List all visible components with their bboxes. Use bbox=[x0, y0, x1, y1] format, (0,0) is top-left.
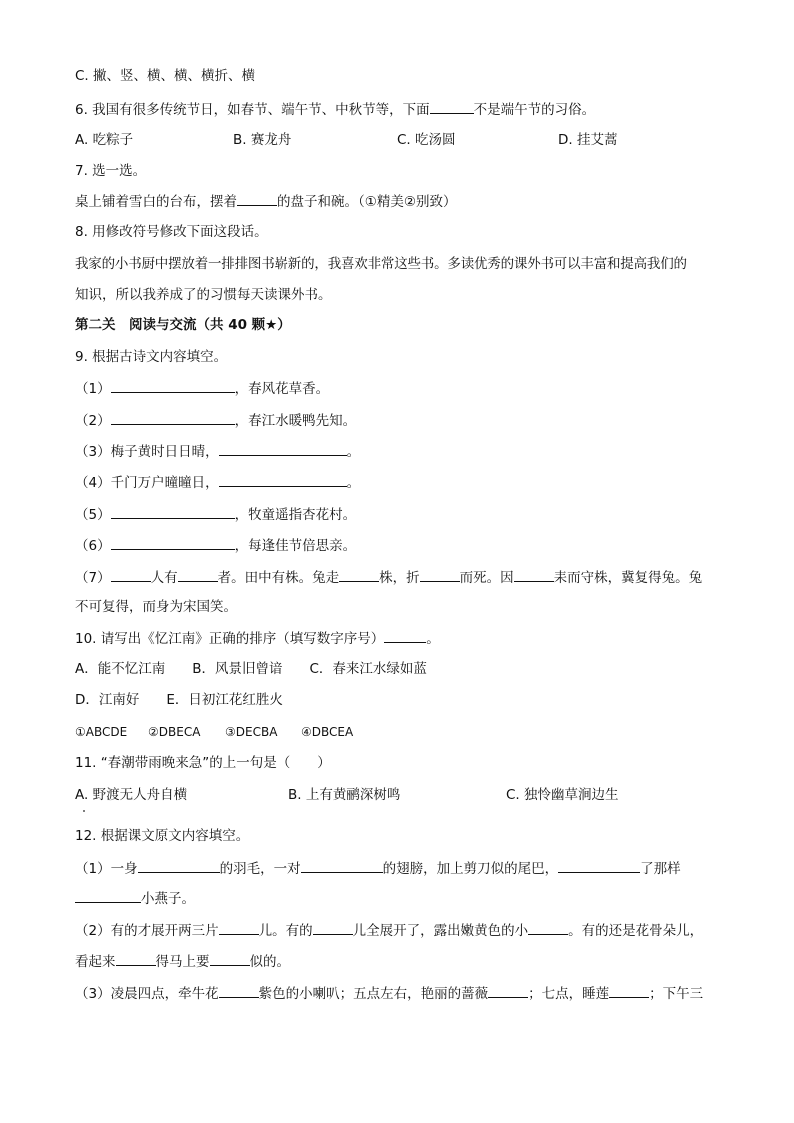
q9-item-6: （6） ，每逢佳节倍思亲。 bbox=[75, 535, 734, 556]
q12-p3-line1: （3）凌晨四点，牵牛花 紫色的小喇叭；五点左右，艳丽的蔷薇 ；七点，睡莲 ；下午三 bbox=[75, 983, 734, 1004]
q12-p2-line1: （2）有的才展开两三片 儿。有的 儿全展开了，露出嫩黄色的小 。有的还是花骨朵儿， bbox=[75, 920, 734, 941]
q10-choice-4[interactable]: ④DBCEA bbox=[301, 725, 354, 739]
answer-blank[interactable] bbox=[219, 983, 259, 998]
answer-blank[interactable] bbox=[138, 858, 220, 873]
answer-blank[interactable] bbox=[514, 567, 554, 582]
answer-blank[interactable] bbox=[75, 888, 141, 903]
answer-blank[interactable] bbox=[384, 628, 426, 643]
q11-option-b[interactable]: B. 上有黄鹂深树鸣 bbox=[288, 787, 401, 803]
q7-sentence bbox=[75, 191, 734, 212]
answer-blank[interactable] bbox=[111, 410, 235, 425]
q11-option-c[interactable]: C. 独怜幽草涧边生 bbox=[506, 787, 619, 803]
q6-option-b[interactable]: B. 赛龙舟 bbox=[233, 132, 292, 148]
answer-blank[interactable] bbox=[111, 378, 235, 393]
answer-blank[interactable] bbox=[219, 920, 259, 935]
q10-lines-abc: A．能不忆江南 B．风景旧曾谙 C．春来江水绿如蓝 bbox=[75, 661, 427, 677]
answer-blank[interactable] bbox=[111, 504, 235, 519]
answer-blank[interactable] bbox=[488, 983, 528, 998]
q12-p1-line2: 小燕子。 bbox=[75, 888, 734, 909]
answer-blank[interactable] bbox=[301, 858, 383, 873]
q8-title: 8. 用修改符号修改下面这段话。 bbox=[75, 224, 268, 240]
q11-question: 11. “春潮带雨晚来急”的上一句是（ ） bbox=[75, 755, 331, 771]
answer-blank[interactable] bbox=[111, 567, 151, 582]
q10-question: 10. 请写出《忆江南》正确的排序（填写数字序号） 。 bbox=[75, 628, 734, 649]
q7-text-before: 桌上铺着雪白的台布，摆着 bbox=[75, 194, 237, 210]
q8-paragraph-line2: 知识，所以我养成了的习惯每天读课外书。 bbox=[75, 287, 332, 303]
q9-item-4: （4）千门万户曈曈日， 。 bbox=[75, 472, 734, 493]
answer-blank[interactable] bbox=[609, 983, 649, 998]
q6-text-after: 不是端午节的习俗。 bbox=[473, 102, 596, 118]
q8-paragraph-line1: 我家的小书厨中摆放着一排排图书崭新的，我喜欢非常这些书。多读优秀的课外书可以丰富和提高我们的 bbox=[75, 256, 687, 272]
q6-option-d[interactable]: D. 挂艾蒿 bbox=[558, 132, 618, 148]
section-heading: 第二关 阅读与交流（共 40 颗★） bbox=[75, 317, 291, 333]
answer-blank[interactable] bbox=[111, 535, 235, 550]
answer-blank[interactable] bbox=[210, 951, 250, 966]
answer-blank[interactable] bbox=[430, 99, 474, 114]
answer-blank[interactable] bbox=[178, 567, 218, 582]
q9-title: 9. 根据古诗文内容填空。 bbox=[75, 349, 228, 365]
q11-option-a[interactable]: A. 野渡无人舟自横 bbox=[75, 787, 188, 803]
stray-dot bbox=[83, 810, 85, 812]
answer-blank[interactable] bbox=[558, 858, 640, 873]
answer-blank[interactable] bbox=[237, 191, 277, 206]
q6-option-a[interactable]: A. 吃粽子 bbox=[75, 132, 134, 148]
q9-item-3: （3）梅子黄时日日晴， 。 bbox=[75, 441, 734, 462]
q6-text-before: 6. 我国有很多传统节日，如春节、端午节、中秋节等，下面 bbox=[75, 102, 430, 118]
q10-choice-2[interactable]: ②DBECA bbox=[148, 725, 201, 739]
q9-item-2: （2） ，春江水暖鸭先知。 bbox=[75, 410, 734, 431]
q9-item-1: （1） ，春风花草香。 bbox=[75, 378, 734, 399]
q12-p2-line2: 看起来 得马上要 似的。 bbox=[75, 951, 734, 972]
q10-choice-1[interactable]: ①ABCDE bbox=[75, 725, 128, 739]
q9-item-5: （5） ，牧童遥指杏花村。 bbox=[75, 504, 734, 525]
q10-lines-de: D．江南好 E．日初江花红胜火 bbox=[75, 692, 283, 708]
answer-blank[interactable] bbox=[313, 920, 353, 935]
answer-blank[interactable] bbox=[219, 441, 347, 456]
q6-option-c[interactable]: C. 吃汤圆 bbox=[397, 132, 456, 148]
q7-title: 7. 选一选。 bbox=[75, 163, 147, 179]
q10-choice-3[interactable]: ③DECBA bbox=[225, 725, 278, 739]
q9-item-7-line2: 不可复得，而身为宋国笑。 bbox=[75, 599, 237, 615]
q9-item-7: （7） 人有 者。田中有株。兔走 株，折 而死。因 耒而守株，冀复得兔。兔 bbox=[75, 567, 734, 588]
q12-p1-line1: （1）一身 的羽毛，一对 的翅膀，加上剪刀似的尾巴， 了那样 bbox=[75, 858, 734, 879]
answer-blank[interactable] bbox=[116, 951, 156, 966]
answer-blank[interactable] bbox=[219, 472, 347, 487]
q5-option-c: C. 撇、竖、横、横、横折、横 bbox=[75, 68, 256, 84]
answer-blank[interactable] bbox=[339, 567, 379, 582]
q12-title: 12. 根据课文原文内容填空。 bbox=[75, 828, 250, 844]
answer-blank[interactable] bbox=[528, 920, 568, 935]
q7-text-after: 的盘子和碗。（①精美②别致） bbox=[277, 194, 457, 210]
q6-question bbox=[75, 99, 734, 120]
answer-blank[interactable] bbox=[420, 567, 460, 582]
